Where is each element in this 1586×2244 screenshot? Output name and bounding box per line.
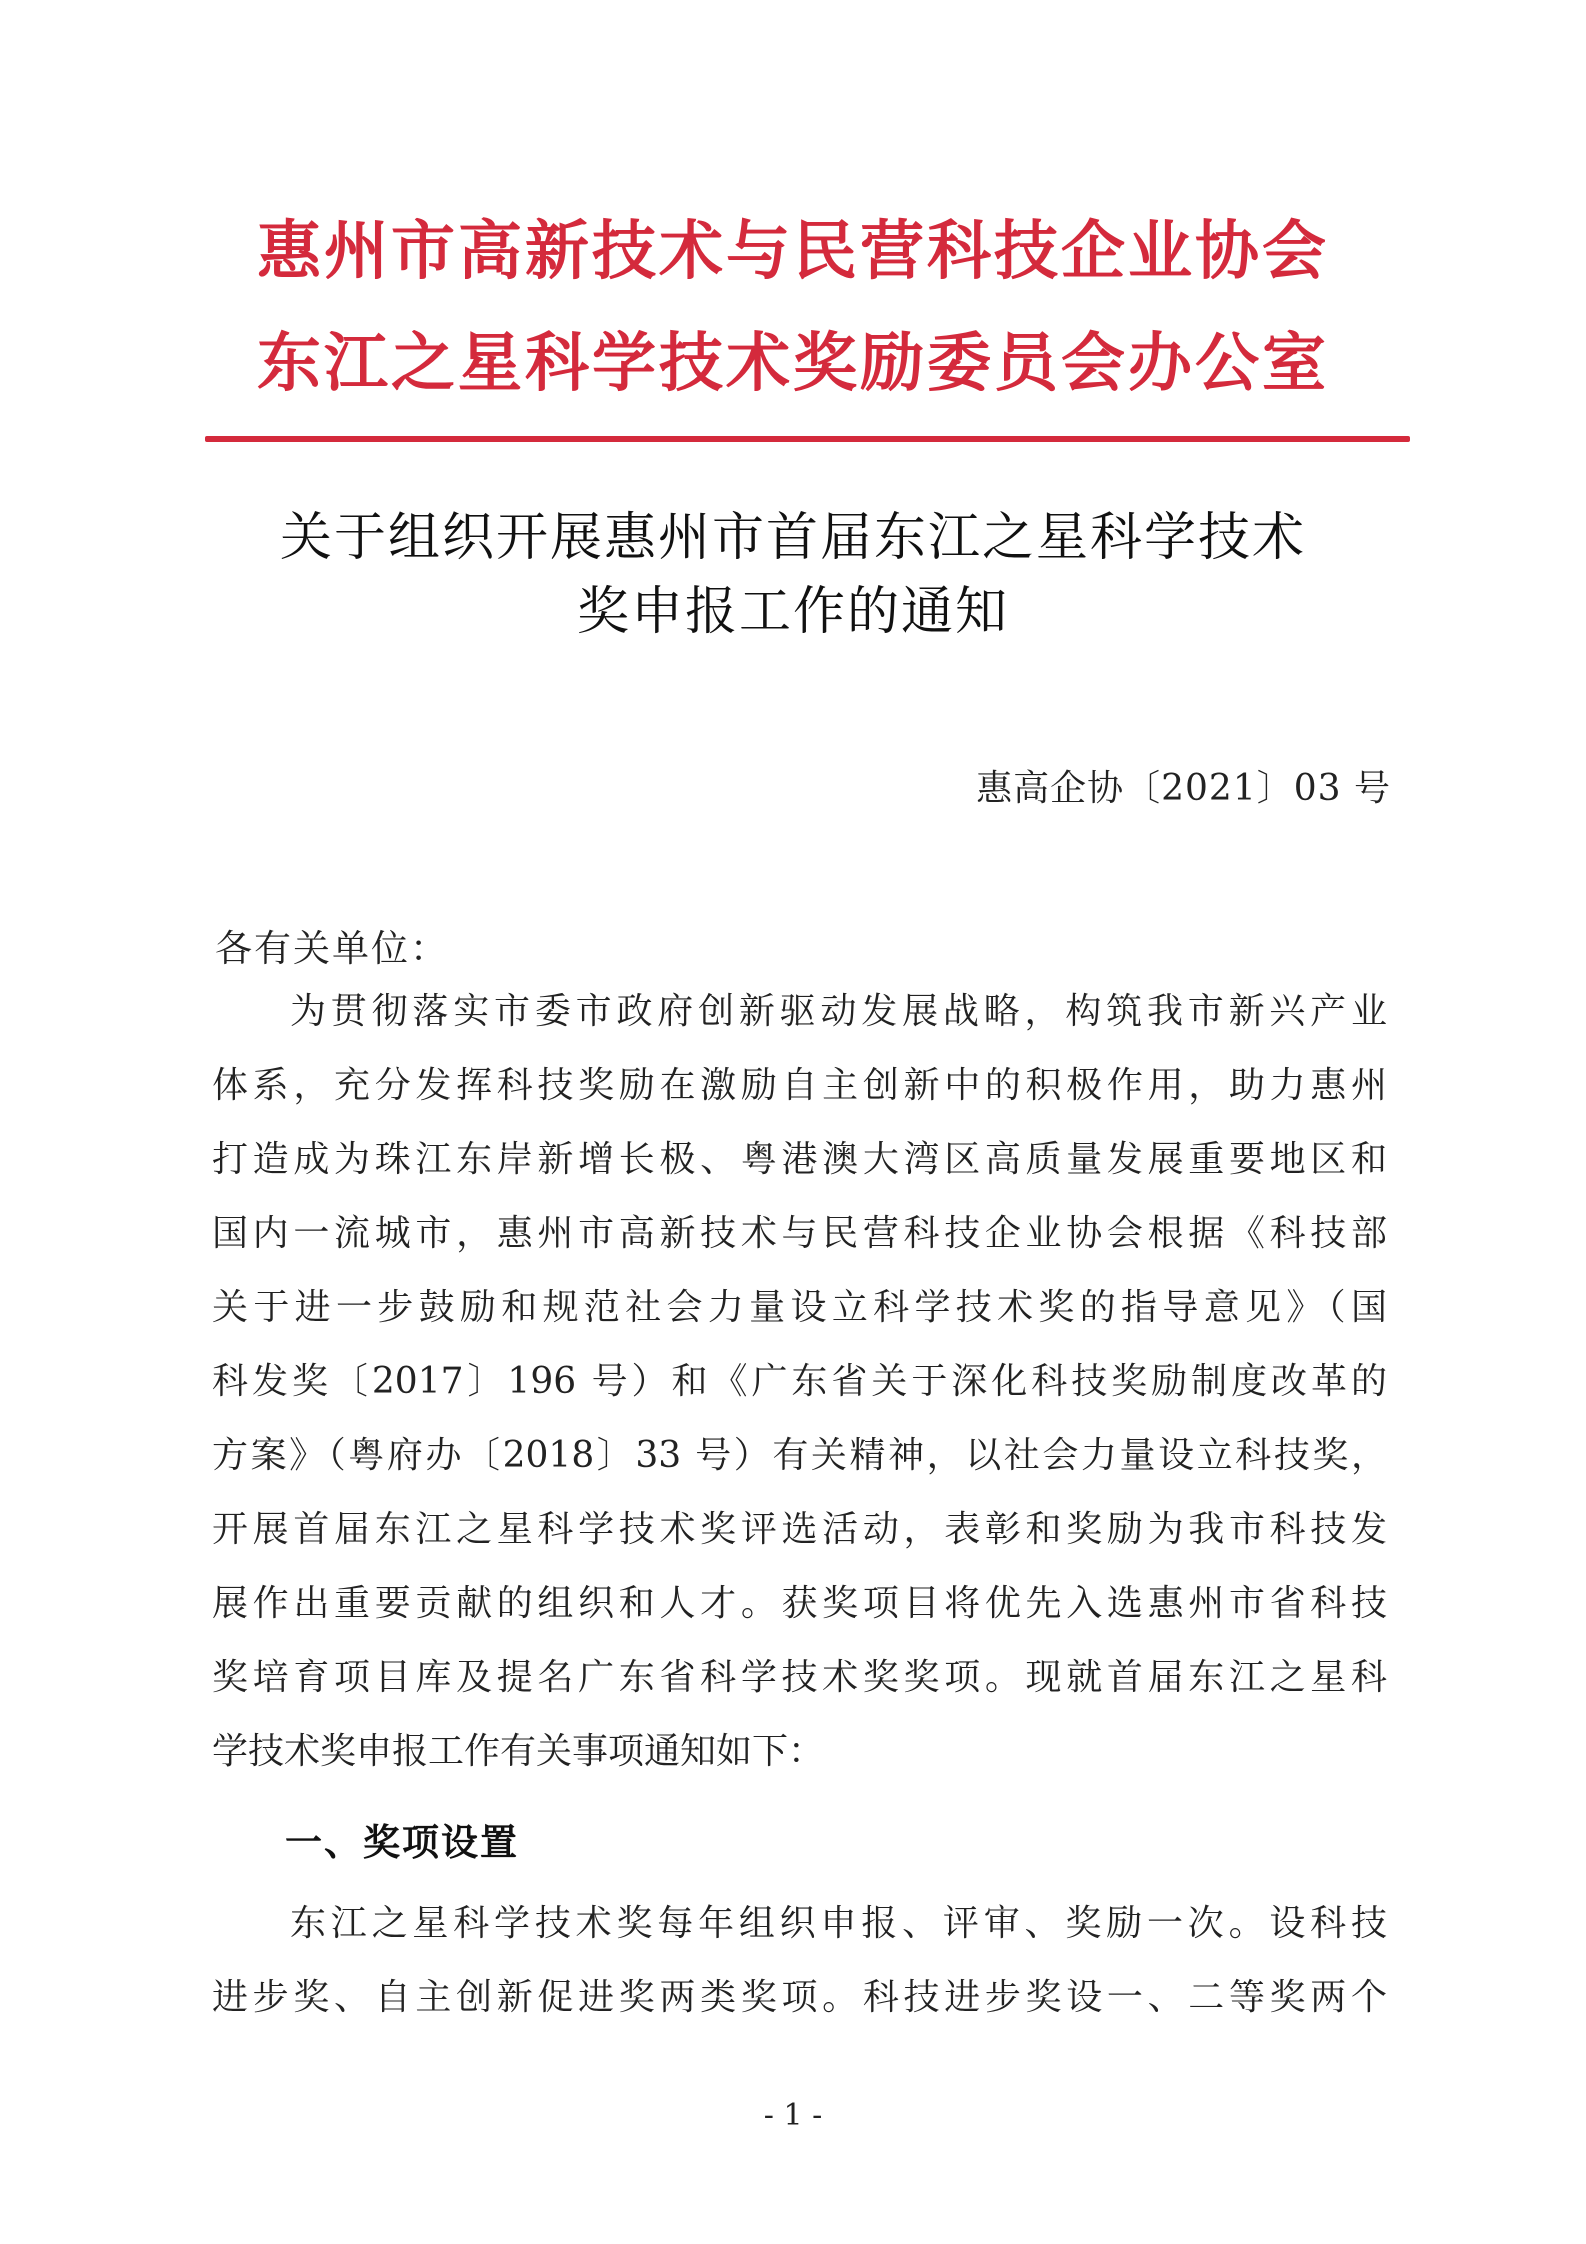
paragraph-line: 关于进一步鼓励和规范社会力量设立科学技术奖的指导意见》（国 <box>212 1287 1387 1328</box>
paragraph-line: 展作出重要贡献的组织和人才。获奖项目将优先入选惠州市省科技 <box>212 1583 1387 1624</box>
section-heading: 一、奖项设置 <box>285 1821 519 1864</box>
paragraph-line: 开展首届东江之星科学技术奖评选活动，表彰和奖励为我市科技发 <box>212 1509 1387 1550</box>
paragraph-line: 奖培育项目库及提名广东省科学技术奖奖项。现就首届东江之星科 <box>212 1657 1387 1698</box>
document-number: 惠高企协〔2021〕03 号 <box>976 768 1391 809</box>
paragraph-line: 体系，充分发挥科技奖励在激励自主创新中的积极作用，助力惠州 <box>212 1065 1387 1106</box>
document-title-line-1: 关于组织开展惠州市首届东江之星科学技术 <box>279 508 1306 568</box>
salutation: 各有关单位： <box>215 927 449 970</box>
document-title-line-2: 奖申报工作的通知 <box>576 582 1009 642</box>
red-header-rule <box>205 436 1410 442</box>
paragraph-line: 国内一流城市，惠州市高新技术与民营科技企业协会根据《科技部 <box>212 1213 1387 1254</box>
org-header-line-2: 东江之星科学技术奖励委员会办公室 <box>257 327 1329 401</box>
paragraph-line: 学技术奖申报工作有关事项通知如下： <box>212 1731 825 1772</box>
org-header-line-1: 惠州市高新技术与民营科技企业协会 <box>257 215 1329 289</box>
paragraph-line: 打造成为珠江东岸新增长极、粤港澳大湾区高质量发展重要地区和 <box>212 1139 1387 1180</box>
page-number: - 1 - <box>763 2098 823 2133</box>
section-line: 东江之星科学技术奖每年组织申报、评审、奖励一次。设科技 <box>290 1903 1387 1944</box>
section-line: 进步奖、自主创新促进奖两类奖项。科技进步奖设一、二等奖两个 <box>212 1977 1387 2018</box>
paragraph-line: 科发奖〔2017〕196 号）和《广东省关于深化科技奖励制度改革的 <box>212 1361 1387 1402</box>
paragraph-line: 为贯彻落实市委市政府创新驱动发展战略，构筑我市新兴产业 <box>290 991 1387 1032</box>
paragraph-line: 方案》（粤府办〔2018〕33 号）有关精神，以社会力量设立科技奖， <box>212 1435 1387 1476</box>
